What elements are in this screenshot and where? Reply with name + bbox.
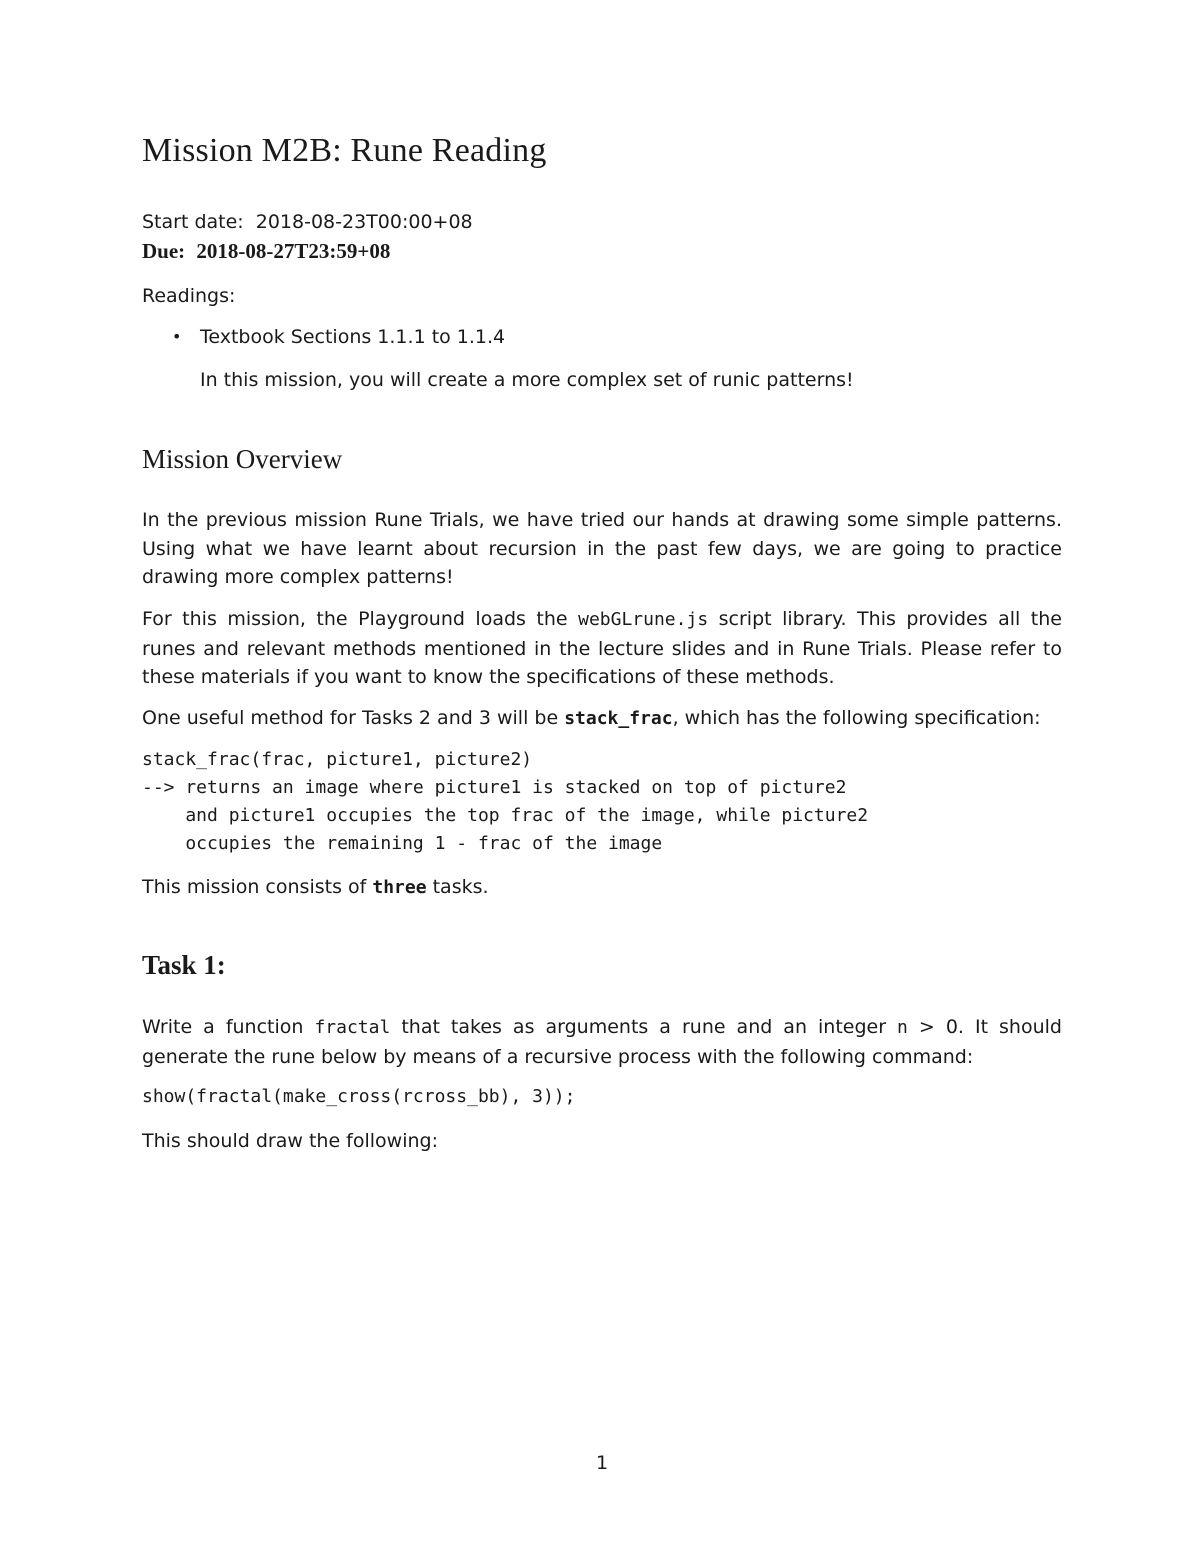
overview-paragraph-4-start: This mission consists of <box>142 876 373 898</box>
overview-paragraph-3-end: , which has the following specification: <box>672 707 1041 729</box>
readings-item <box>142 323 1062 351</box>
overview-paragraph-1: In the previous mission Rune Trials, we have tried our hands at drawing some simple patterns. Using what we have learnt about recursion in the past few days, we are going to practice drawing more complex patterns! <box>142 509 1062 588</box>
readings-list <box>142 323 1062 351</box>
library-name: webGLrune.js <box>578 609 709 630</box>
task-count: three <box>372 877 427 898</box>
due-date-line <box>142 237 390 265</box>
task-1-heading: Task 1: <box>142 950 226 980</box>
overview-paragraph-3-start: One useful method for Tasks 2 and 3 will be <box>142 707 565 729</box>
overview-paragraph-4-end: tasks. <box>426 876 489 898</box>
readings-item-text: Textbook Sections 1.1.1 to 1.1.4 <box>200 326 506 348</box>
task-1-command-code: show(fractal(make_cross(rcross_bb), 3)); <box>142 1086 576 1107</box>
document-page <box>142 0 1062 1553</box>
start-date-label: Start date: <box>142 211 244 233</box>
stack-frac-name: stack_frac <box>564 708 673 729</box>
n-variable: n <box>897 1017 908 1038</box>
page-number: 1 <box>595 1452 609 1474</box>
overview-paragraph-2-start: For this mission, the Playground loads the <box>142 608 579 630</box>
stack-frac-spec-code: stack_frac(frac, picture1, picture2) --> returns an image where picture1 is stacked on top of picture2 and picture1 occupies the top frac of the image, while picture2 occupies the remaining 1 - frac of the image <box>142 749 869 854</box>
fractal-function-name: fractal <box>314 1017 391 1038</box>
overview-paragraph-4 <box>142 873 1062 903</box>
readings-label: Readings: <box>142 285 236 307</box>
due-date-value: 2018-08-27T23:59+08 <box>196 239 391 263</box>
task-1-paragraph-1 <box>142 1013 1062 1071</box>
task-1-paragraph-1-middle: that takes as arguments a rune and an integer <box>390 1016 898 1038</box>
readings-note: In this mission, you will create a more complex set of runic patterns! <box>200 369 854 391</box>
task-1-paragraph-2: This should draw the following: <box>142 1130 438 1152</box>
overview-paragraph-3 <box>142 704 1062 734</box>
task-1-paragraph-1-end: > 0. It should generate the rune below by means of a recursive process with the following command: <box>142 1016 1062 1068</box>
mission-overview-heading: Mission Overview <box>142 444 343 474</box>
overview-paragraph-2-end: script library. This provides all the runes and relevant methods mentioned in the lecture slides and in Rune Trials. Please refer to these materials if you want to know the specifications of these methods. <box>142 608 1062 688</box>
task-1-paragraph-1-start: Write a function <box>142 1016 315 1038</box>
start-date-value: 2018-08-23T00:00+08 <box>255 211 473 233</box>
overview-paragraph-2 <box>142 605 1062 692</box>
document-title: Mission M2B: Rune Reading <box>142 132 547 169</box>
bullet-icon: • <box>172 327 182 346</box>
start-date-line <box>142 208 473 236</box>
due-date-label: Due: <box>142 239 186 263</box>
